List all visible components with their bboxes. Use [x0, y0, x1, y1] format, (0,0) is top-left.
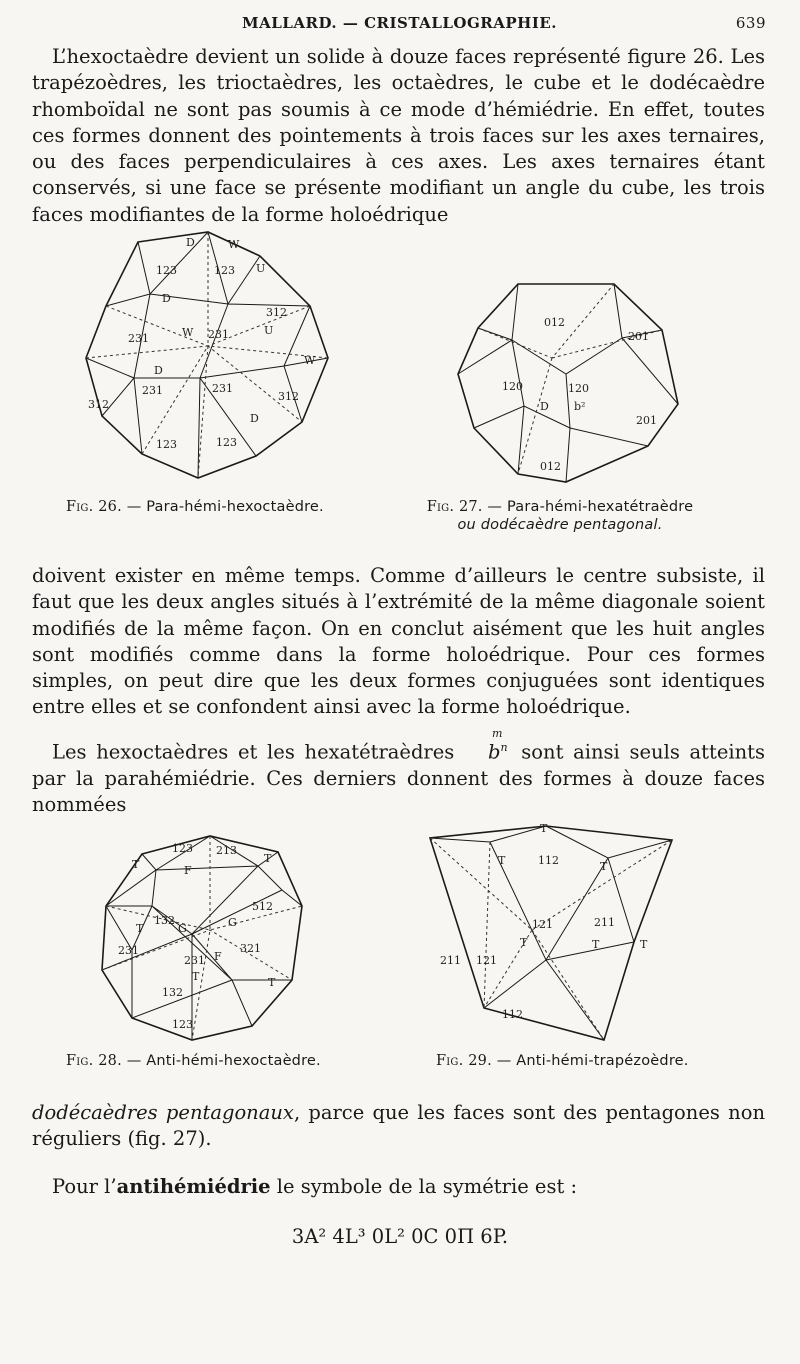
notation-top: m [492, 727, 503, 740]
fig29-label: T [600, 860, 608, 873]
fig26-label: 123 [214, 264, 235, 277]
fig26-label: D [186, 236, 195, 249]
fig28-label: G [178, 922, 187, 935]
caption-fig-28-label: Fig. 28. [66, 1053, 122, 1069]
fig28-label: 512 [252, 900, 273, 913]
paragraph-5-text-a: Pour l’ [52, 1175, 117, 1198]
fig26-label: 312 [278, 390, 299, 403]
fig29-drawing [422, 818, 684, 1044]
fig29-label: 121 [476, 954, 497, 967]
notation-exp: n [500, 741, 508, 754]
fig26-label: W [182, 326, 194, 339]
caption-fig-26-label: Fig. 26. [66, 499, 122, 515]
fig28-label: 213 [216, 844, 237, 857]
paragraph-5-text-c: le symbole de la symétrie est : [270, 1175, 578, 1198]
fig27-label: b² [574, 400, 586, 413]
fig29-label: 112 [538, 854, 559, 867]
term-antihemiedrie: antihémiédrie [116, 1175, 271, 1198]
fig28-label: F [184, 864, 192, 877]
fig28-label: F [214, 950, 222, 963]
fig27-label: 201 [628, 330, 649, 343]
fig29-label: 121 [532, 918, 553, 931]
fig26-label: W [304, 354, 316, 367]
fig28-label: 132 [162, 986, 183, 999]
symmetry-formula: 3A² 4L³ 0L² 0C 0Π 6P. [291, 1225, 509, 1248]
fig28-label: 321 [240, 942, 261, 955]
term-dodecaedres-pentagonaux: dodécaèdres pentagonaux [32, 1101, 294, 1124]
caption-fig-26-text: — Para-hémi-hexoctaèdre. [121, 499, 324, 515]
fig27-label: 120 [502, 380, 523, 393]
fig26-label: D [154, 364, 163, 377]
caption-fig-28 [66, 1052, 321, 1070]
paragraph-1: L’hexoctaèdre devient un solide à douze faces représenté figure 26. Les trapézoèdres, les trioctaèdres, les octaèdres, le cube et le dodécaèdre rhomboïdal ne sont pas soumis à ce mode d’hémiédrie. En effet, toutes ces formes donnent des pointements à trois faces sur les axes ternaires, ou des faces perpendiculaires à ces axes. Les axes ternaires étant conservés, si une face se présente modifiant un angle du cube, les trois faces modifiantes de la forme holoédrique [32, 45, 765, 226]
fig29-label: T [520, 936, 528, 949]
fig26-label: 312 [266, 306, 287, 319]
caption-fig-29-label: Fig. 29. [436, 1053, 492, 1069]
figure-26 [78, 226, 338, 486]
caption-fig-27-line2: ou dodécaèdre pentagonal. [457, 517, 663, 533]
figure-29 [422, 818, 684, 1044]
fig26-label: W [228, 238, 240, 251]
fig26-label: 231 [128, 332, 149, 345]
fig29-label: T [640, 938, 648, 951]
fig27-label: D [540, 400, 549, 413]
caption-fig-28-text: — Anti-hémi-hexoctaèdre. [121, 1053, 321, 1069]
running-title: MALLARD. — CRISTALLOGRAPHIE. [242, 14, 558, 32]
fig26-label: 123 [156, 438, 177, 451]
fig29-label: T [498, 854, 506, 867]
paragraph-3-text-b: sont ainsi seuls atteints par la parahémiédrie. Ces derniers donnent des formes à douze faces nommées [32, 740, 766, 817]
notation-b-m-n [468, 727, 508, 766]
fig28-label: T [132, 858, 140, 871]
fig29-label: 112 [502, 1008, 523, 1021]
caption-fig-27-text: — Para-hémi-hexatétraèdre [482, 499, 694, 515]
fig26-drawing [78, 226, 338, 486]
fig26-label: 312 [88, 398, 109, 411]
fig26-label: D [162, 292, 171, 305]
caption-fig-29 [436, 1052, 689, 1070]
paragraph-5 [32, 1174, 765, 1200]
fig26-label: 231 [208, 328, 229, 341]
fig29-label: 211 [594, 916, 615, 929]
paragraph-4-text: , parce que les faces sont des pentagones non réguliers (fig. 27). [32, 1101, 765, 1151]
fig28-label: T [192, 970, 200, 983]
fig26-label: U [264, 324, 274, 337]
fig27-label: 120 [568, 382, 589, 395]
fig26-label: 231 [212, 382, 233, 395]
fig27-label: 012 [540, 460, 561, 473]
fig29-label: 211 [440, 954, 461, 967]
caption-fig-26 [66, 498, 324, 516]
fig28-label: 123 [172, 842, 193, 855]
fig28-label: T [268, 976, 276, 989]
fig28-label: 132 [154, 914, 175, 927]
fig28-drawing [92, 830, 328, 1044]
fig29-label: T [592, 938, 600, 951]
fig26-label: 231 [142, 384, 163, 397]
fig27-drawing [452, 278, 684, 488]
paragraph-3 [32, 727, 766, 818]
caption-fig-29-text: — Anti-hémi-trapézoèdre. [491, 1053, 689, 1069]
paragraph-2: doivent exister en même temps. Comme d’ailleurs le centre subsiste, il faut que les deux angles situés à l’extrémité de la même diagonale soient modifiés de la même façon. On en conclut aisément que les huit angles sont modifiés comme dans la forme holoédrique. Pour ces formes simples, on peut dire que les deux formes conjuguées sont identiques entre elles et se confondent ainsi avec la forme holoédrique. [32, 564, 765, 719]
figure-28 [92, 830, 328, 1044]
fig29-label: T [540, 822, 548, 835]
notation-base: b [488, 740, 501, 764]
fig28-label: 231 [118, 944, 139, 957]
fig26-label: 123 [216, 436, 237, 449]
page-number: 639 [735, 14, 766, 32]
fig28-label: T [264, 852, 272, 865]
caption-fig-27 [410, 498, 710, 534]
fig28-label: 123 [172, 1018, 193, 1031]
fig26-label: U [256, 262, 266, 275]
fig27-label: 201 [636, 414, 657, 427]
paragraph-3-text-a: Les hexoctaèdres et les hexatétraèdres [52, 740, 455, 764]
fig26-label: D [250, 412, 259, 425]
caption-fig-27-label: Fig. 27. [426, 499, 483, 515]
fig26-label: 123 [156, 264, 177, 277]
figure-27 [452, 278, 684, 488]
paragraph-4 [32, 1100, 765, 1153]
fig27-label: 012 [544, 316, 565, 329]
fig28-label: T [136, 922, 144, 935]
fig28-label: 231 [184, 954, 205, 967]
fig28-label: G [228, 916, 237, 929]
running-header [32, 10, 768, 36]
